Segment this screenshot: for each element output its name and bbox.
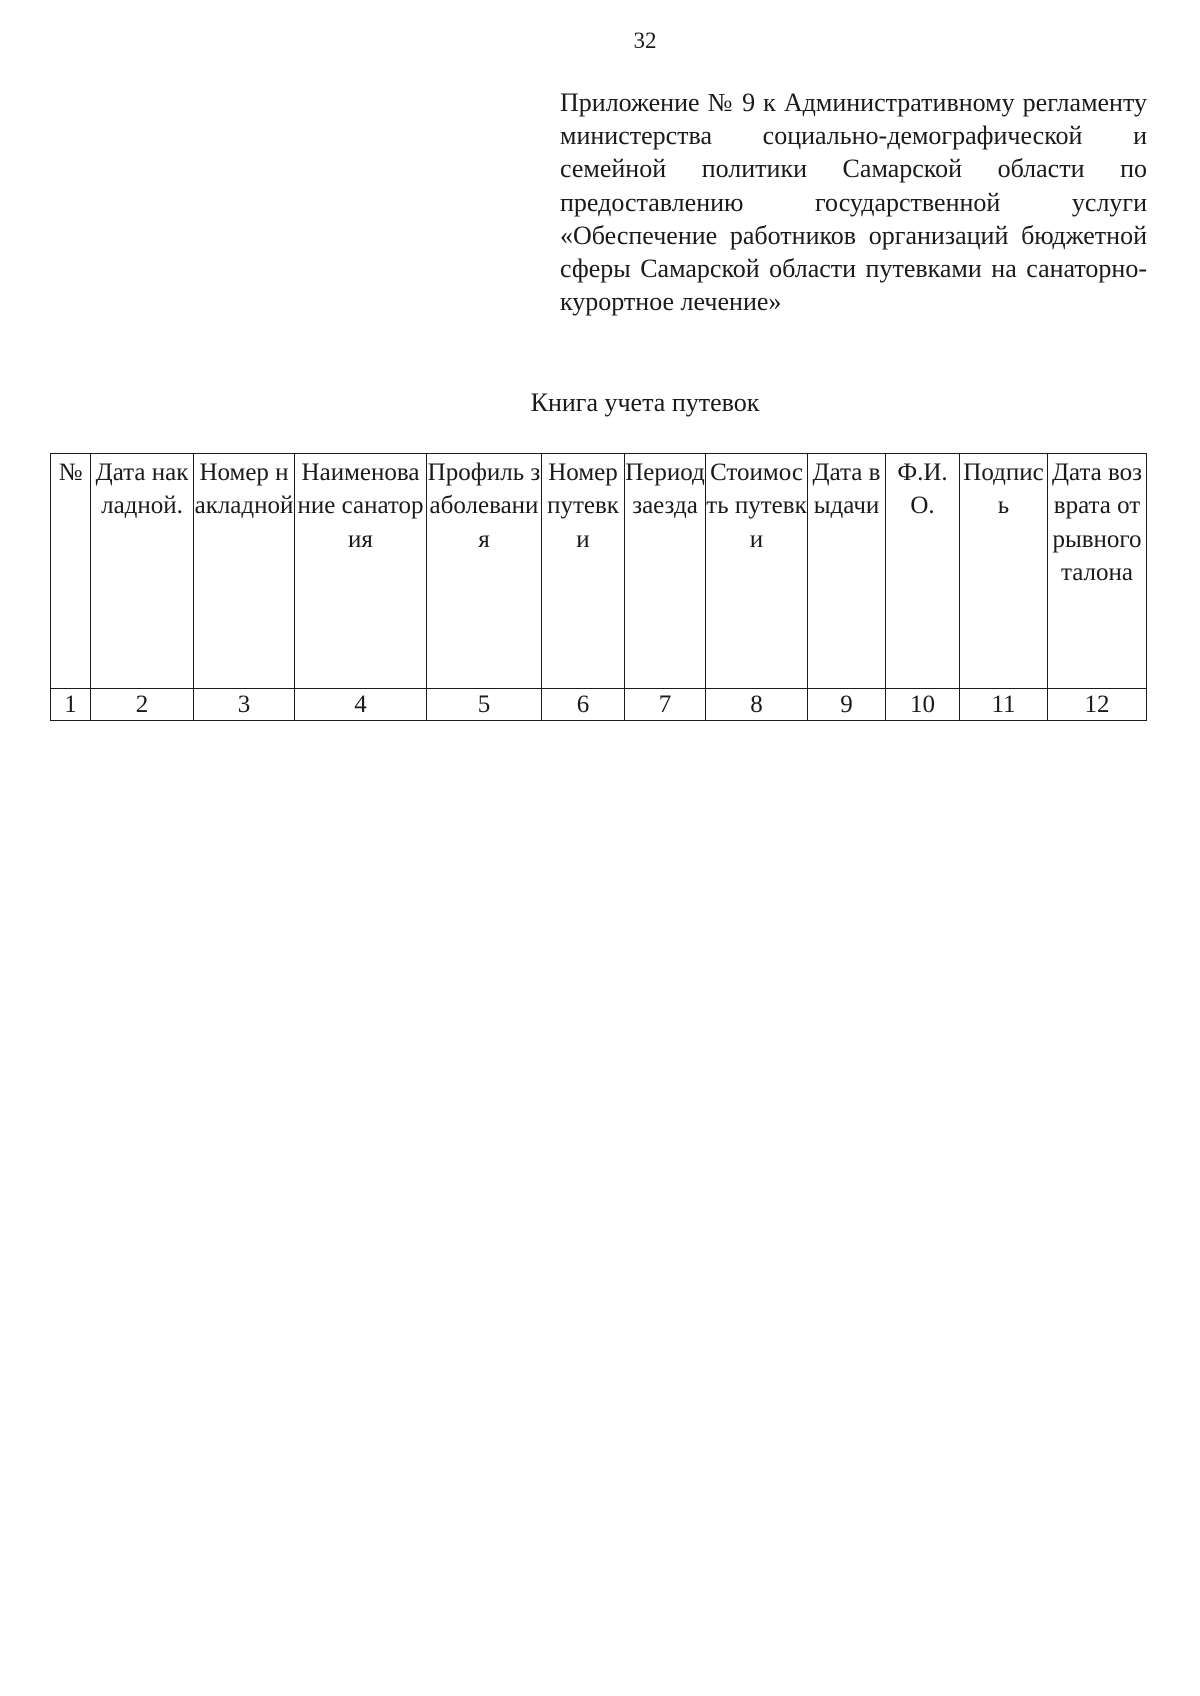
column-number-cell: 10 (886, 689, 960, 721)
column-number-cell: 3 (194, 689, 295, 721)
table-header-row (51, 454, 1147, 689)
column-number-cell: 11 (960, 689, 1048, 721)
column-header-signature: Подпись (960, 454, 1048, 689)
column-header-voucher-number: Номер путевки (542, 454, 625, 689)
document-title: Книга учета путевок (530, 388, 760, 417)
column-header-issue-date: Дата выдачи (808, 454, 886, 689)
column-header-full-name: Ф.И.О. (886, 454, 960, 689)
column-number-cell: 2 (91, 689, 194, 721)
column-number-cell: 4 (295, 689, 427, 721)
column-number-cell: 6 (542, 689, 625, 721)
appendix-reference: Приложение № 9 к Административному регламенту министерства социально-демографической и семейной политики Самарской области по предоставлению государственной услуги «Обеспечение работников организаций бюджетной сферы Самарской области путевками на санаторно-курортное лечение» (560, 88, 1147, 317)
column-number-cell: 7 (625, 689, 706, 721)
page-number: 32 (633, 28, 657, 53)
column-number-cell: 8 (706, 689, 808, 721)
column-header-voucher-cost: Стоимость путевки (706, 454, 808, 689)
column-number-cell: 1 (51, 689, 91, 721)
column-header-invoice-date: Дата накладной. (91, 454, 194, 689)
column-header-sanatorium-name: Наименование санатория (295, 454, 427, 689)
column-header-invoice-number: Номер накладной (194, 454, 295, 689)
column-header-coupon-return-date: Дата возврата отрывного талона (1048, 454, 1147, 689)
column-number-row (51, 689, 1147, 721)
column-number-cell: 5 (427, 689, 542, 721)
column-header-number: № (51, 454, 91, 689)
column-header-arrival-period: Период заезда (625, 454, 706, 689)
column-number-cell: 12 (1048, 689, 1147, 721)
column-header-disease-profile: Профиль заболевания (427, 454, 542, 689)
voucher-ledger-table (50, 453, 1147, 721)
column-number-cell: 9 (808, 689, 886, 721)
